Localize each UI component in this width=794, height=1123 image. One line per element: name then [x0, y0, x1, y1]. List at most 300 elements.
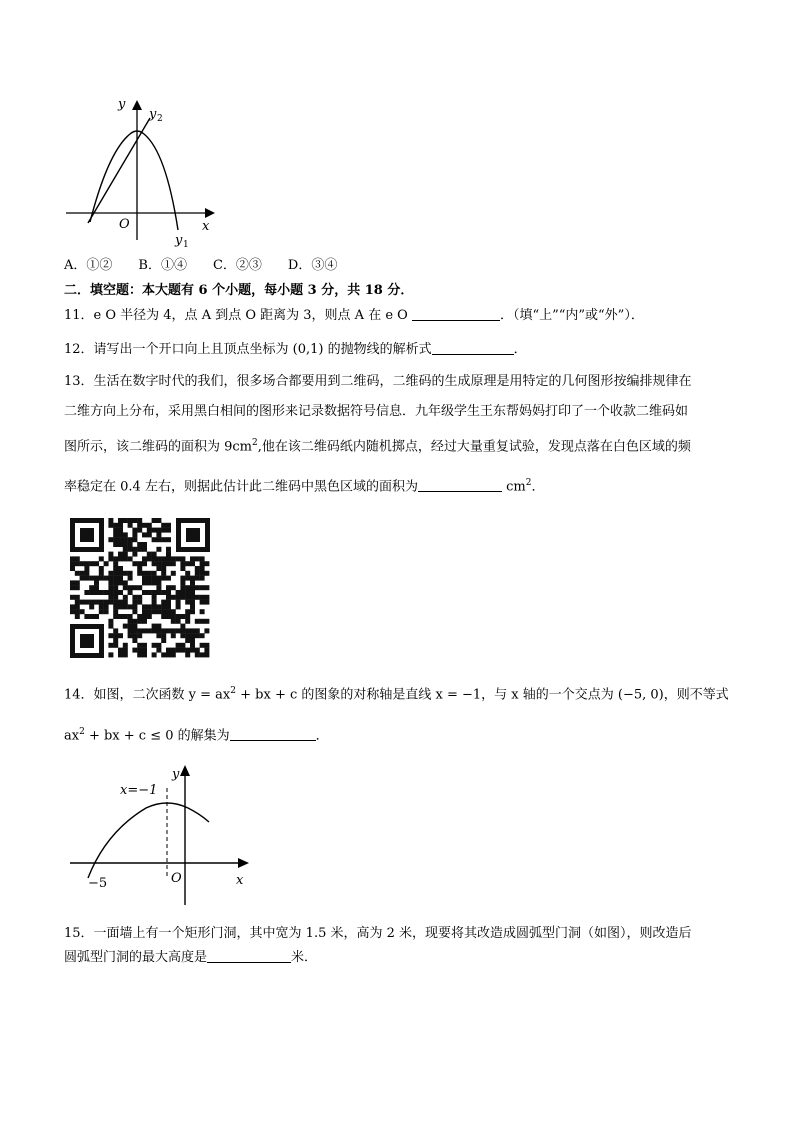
question-13-line-4	[64, 474, 544, 496]
qr-module	[94, 614, 99, 619]
qr-module	[137, 614, 142, 619]
q15-answer-blank[interactable]	[207, 948, 291, 963]
qr-module	[185, 609, 190, 614]
qr-module	[171, 556, 176, 561]
qr-module	[104, 600, 109, 605]
qr-module	[180, 633, 185, 638]
qr-module	[195, 595, 200, 600]
qr-module	[200, 633, 205, 638]
qr-module	[204, 571, 209, 576]
qr-module	[190, 585, 195, 590]
qr-module	[132, 600, 137, 605]
y-axis-label: y	[172, 767, 180, 782]
qr-module	[185, 638, 190, 643]
qr-module	[128, 547, 133, 552]
qr-module	[190, 628, 195, 633]
qr-module	[147, 571, 152, 576]
qr-module	[99, 576, 104, 581]
qr-module	[156, 576, 161, 581]
qr-module	[171, 619, 176, 624]
qr-module	[108, 537, 113, 542]
qr-module	[128, 556, 133, 561]
qr-module	[128, 614, 133, 619]
qr-module	[75, 614, 80, 619]
qr-module	[137, 619, 142, 624]
qr-module	[142, 614, 147, 619]
qr-module	[123, 595, 128, 600]
qr-module	[147, 590, 152, 595]
qr-module	[152, 628, 157, 633]
qr-module	[113, 590, 118, 595]
qr-module	[118, 537, 123, 542]
y-axis-label: y	[118, 97, 126, 112]
qr-module	[118, 590, 123, 595]
qr-module	[118, 648, 123, 653]
qr-module	[176, 556, 181, 561]
qr-module	[204, 619, 209, 624]
qr-module	[113, 643, 118, 648]
qr-module	[161, 556, 166, 561]
qr-module	[156, 518, 161, 523]
qr-module	[176, 648, 181, 653]
qr-module	[200, 595, 205, 600]
qr-module	[104, 576, 109, 581]
qr-module	[195, 633, 200, 638]
qr-module	[132, 532, 137, 537]
qr-module	[99, 556, 104, 561]
qr-module	[156, 648, 161, 653]
qr-module	[123, 648, 128, 653]
qr-module	[108, 619, 113, 624]
qr-module	[142, 652, 147, 657]
qr-module	[113, 580, 118, 585]
qr-module	[75, 580, 80, 585]
qr-module	[190, 561, 195, 566]
qr-module	[137, 547, 142, 552]
qr-module	[99, 609, 104, 614]
qr-module	[152, 528, 157, 533]
qr-module	[147, 552, 152, 557]
qr-module	[132, 528, 137, 533]
qr-module	[185, 595, 190, 600]
symmetry-axis-label: x=−1	[120, 783, 158, 798]
qr-module	[200, 571, 205, 576]
qr-module	[200, 556, 205, 561]
qr-module	[204, 595, 209, 600]
qr-module	[89, 561, 94, 566]
qr-module	[171, 648, 176, 653]
qr-module	[113, 576, 118, 581]
qr-module	[108, 595, 113, 600]
qr-module	[195, 576, 200, 581]
q14-answer-blank[interactable]	[230, 726, 316, 741]
qr-module	[180, 585, 185, 590]
qr-module	[166, 556, 171, 561]
qr-module	[123, 614, 128, 619]
qr-module	[180, 595, 185, 600]
qr-module	[137, 652, 142, 657]
qr-module	[108, 600, 113, 605]
qr-module	[171, 652, 176, 657]
q13-sup-4: 2	[525, 478, 532, 488]
qr-module	[137, 571, 142, 576]
qr-module	[137, 561, 142, 566]
qr-module	[152, 643, 157, 648]
y1-label: y	[175, 233, 183, 248]
qr-module	[195, 585, 200, 590]
qr-module	[185, 561, 190, 566]
qr-module	[152, 552, 157, 557]
qr-module	[128, 576, 133, 581]
qr-module	[176, 604, 181, 609]
q11-text-1: 11．e O 半径为 4，点 A 到点 O 距离为 3，则点 A 在 e O	[64, 308, 408, 323]
qr-module	[70, 604, 75, 609]
qr-module	[137, 643, 142, 648]
qr-module	[185, 633, 190, 638]
qr-module	[152, 595, 157, 600]
qr-module	[132, 585, 137, 590]
qr-module	[137, 595, 142, 600]
qr-module	[190, 576, 195, 581]
qr-module	[190, 633, 195, 638]
minus-five-label: −5	[88, 876, 108, 891]
qr-module	[104, 590, 109, 595]
qr-module	[176, 590, 181, 595]
qr-module	[118, 633, 123, 638]
qr-module	[142, 604, 147, 609]
qr-module	[128, 537, 133, 542]
qr-module	[166, 585, 171, 590]
qr-module	[166, 528, 171, 533]
qr-module	[156, 604, 161, 609]
q12-answer-blank[interactable]	[432, 340, 514, 355]
qr-module	[80, 561, 85, 566]
x-axis-arrow	[205, 208, 215, 218]
qr-module	[128, 518, 133, 523]
qr-module	[84, 561, 89, 566]
qr-module	[108, 571, 113, 576]
qr-module	[166, 600, 171, 605]
qr-module	[161, 590, 166, 595]
qr-module	[80, 571, 85, 576]
qr-module	[80, 576, 85, 581]
qr-module	[171, 614, 176, 619]
qr-module	[200, 576, 205, 581]
qr-module	[156, 528, 161, 533]
qr-module	[161, 600, 166, 605]
qr-module	[128, 633, 133, 638]
qr-module	[132, 561, 137, 566]
qr-module	[84, 576, 89, 581]
question-12	[64, 340, 527, 359]
qr-module	[113, 638, 118, 643]
qr-module	[132, 633, 137, 638]
qr-module	[108, 518, 113, 523]
qr-module	[108, 523, 113, 528]
qr-module	[123, 556, 128, 561]
qr-module	[180, 561, 185, 566]
qr-module	[200, 652, 205, 657]
qr-module	[142, 609, 147, 614]
qr-module	[123, 652, 128, 657]
qr-module	[142, 542, 147, 547]
qr-module	[156, 556, 161, 561]
qr-module	[132, 552, 137, 557]
qr-module	[118, 571, 123, 576]
qr-module	[156, 561, 161, 566]
qr-module	[123, 600, 128, 605]
qr-module	[137, 648, 142, 653]
qr-module	[161, 537, 166, 542]
q11-answer-blank[interactable]	[412, 306, 500, 321]
qr-module	[180, 576, 185, 581]
qr-module	[123, 518, 128, 523]
qr-module	[185, 619, 190, 624]
qr-module	[195, 566, 200, 571]
qr-module	[108, 585, 113, 590]
qr-module	[147, 604, 152, 609]
qr-module	[123, 547, 128, 552]
q13-text-3a: 图所示，该二维码的面积为 9cm	[64, 439, 253, 455]
qr-module	[180, 648, 185, 653]
y2-subscript: 2	[157, 114, 163, 124]
qr-module	[180, 556, 185, 561]
qr-module	[142, 628, 147, 633]
qr-module	[180, 566, 185, 571]
qr-module	[185, 600, 190, 605]
y1-subscript: 1	[183, 240, 189, 250]
qr-module	[142, 561, 147, 566]
qr-module	[176, 595, 181, 600]
qr-module	[152, 556, 157, 561]
qr-module	[185, 628, 190, 633]
qr-module	[123, 643, 128, 648]
qr-module	[147, 532, 152, 537]
qr-module	[152, 576, 157, 581]
qr-module	[142, 580, 147, 585]
qr-module	[108, 652, 113, 657]
q13-answer-blank[interactable]	[418, 477, 502, 492]
section-heading: 二．填空题：本大题有 6 个小题，每小题 3 分，共 18 分．	[64, 283, 414, 298]
qr-finder-bottom-left	[70, 624, 104, 658]
qr-module	[200, 600, 205, 605]
qr-module	[128, 619, 133, 624]
question-14-line-2	[64, 723, 329, 745]
qr-module	[204, 600, 209, 605]
qr-module	[152, 561, 157, 566]
option-d: D．③④	[287, 258, 338, 273]
option-b: B．①④	[138, 258, 187, 273]
qr-module	[123, 552, 128, 557]
qr-module	[176, 619, 181, 624]
qr-module	[132, 638, 137, 643]
qr-module	[166, 561, 171, 566]
qr-module	[200, 566, 205, 571]
qr-module	[156, 609, 161, 614]
qr-module	[128, 624, 133, 629]
qr-module	[75, 561, 80, 566]
qr-module	[108, 633, 113, 638]
qr-module	[123, 537, 128, 542]
qr-module	[190, 600, 195, 605]
qr-module	[142, 619, 147, 624]
qr-finder-top-left	[70, 518, 104, 552]
qr-module	[75, 600, 80, 605]
qr-module	[166, 590, 171, 595]
qr-module	[89, 585, 94, 590]
qr-module	[99, 600, 104, 605]
qr-module	[118, 523, 123, 528]
qr-module	[152, 624, 157, 629]
qr-module	[171, 561, 176, 566]
qr-module	[185, 652, 190, 657]
q14-text-1a: 14．如图，二次函数 y = ax	[64, 687, 231, 703]
qr-module	[161, 561, 166, 566]
qr-module	[180, 580, 185, 585]
qr-module	[70, 566, 75, 571]
qr-module	[128, 585, 133, 590]
qr-module	[185, 648, 190, 653]
qr-module	[128, 590, 133, 595]
qr-module	[118, 566, 123, 571]
qr-module	[147, 576, 152, 581]
qr-module	[171, 609, 176, 614]
qr-module	[113, 523, 118, 528]
qr-module	[166, 595, 171, 600]
qr-module	[84, 614, 89, 619]
qr-module	[128, 628, 133, 633]
qr-module	[200, 619, 205, 624]
qr-module	[161, 576, 166, 581]
qr-module	[142, 556, 147, 561]
qr-module	[113, 528, 118, 533]
qr-module	[166, 537, 171, 542]
qr-module	[75, 556, 80, 561]
qr-module	[161, 609, 166, 614]
qr-module	[75, 595, 80, 600]
qr-module	[156, 580, 161, 585]
q12-text-2: ．	[513, 342, 527, 357]
qr-module	[108, 590, 113, 595]
qr-module	[180, 643, 185, 648]
qr-module	[113, 604, 118, 609]
option-c: C．②③	[212, 258, 262, 273]
qr-module	[152, 590, 157, 595]
qr-module	[123, 532, 128, 537]
qr-module	[195, 556, 200, 561]
qr-module	[94, 590, 99, 595]
qr-module	[137, 523, 142, 528]
qr-module	[113, 556, 118, 561]
q14-sup-1: 2	[230, 686, 236, 696]
question-15-line-1: 15．一面墙上有一个矩形门洞，其中宽为 1.5 米，高为 2 米，现要将其改造成圆弧型门洞（如图），则改造后	[64, 926, 692, 941]
qr-module	[132, 628, 137, 633]
qr-module	[75, 585, 80, 590]
qr-module	[200, 609, 205, 614]
qr-module	[118, 532, 123, 537]
qr-module	[113, 609, 118, 614]
qr-module	[190, 643, 195, 648]
qr-module	[156, 532, 161, 537]
q10-options	[64, 257, 337, 275]
qr-module	[137, 566, 142, 571]
qr-module	[123, 585, 128, 590]
qr-module	[142, 648, 147, 653]
qr-module	[113, 566, 118, 571]
qr-module	[204, 648, 209, 653]
qr-module	[113, 595, 118, 600]
origin-label: O	[171, 871, 182, 886]
q13-text-4c: ．	[531, 479, 545, 495]
qr-module	[89, 614, 94, 619]
q15-text-2b: 米．	[291, 950, 318, 965]
question-11	[64, 306, 644, 325]
qr-finder-top-right	[176, 518, 210, 552]
q15-text-2a: 圆弧型门洞的最大高度是	[64, 950, 208, 965]
qr-module	[132, 624, 137, 629]
q13-text-3b: ,他在该二维码纸内随机掷点，经过大量重复试验，发现点落在白色区域的频	[257, 439, 691, 455]
qr-module	[84, 566, 89, 571]
qr-module	[84, 600, 89, 605]
q13-sup-3: 2	[252, 438, 258, 448]
qr-module	[70, 556, 75, 561]
qr-module	[118, 576, 123, 581]
qr-module	[166, 614, 171, 619]
qr-module	[108, 556, 113, 561]
qr-module	[108, 576, 113, 581]
qr-module	[161, 571, 166, 576]
qr-module	[104, 561, 109, 566]
qr-module	[156, 624, 161, 629]
qr-module	[104, 604, 109, 609]
q13-unit: cm	[506, 479, 526, 495]
qr-module	[75, 571, 80, 576]
qr-module	[118, 518, 123, 523]
qr-module	[190, 604, 195, 609]
q14-sup-2: 2	[79, 727, 85, 737]
q10-figure	[60, 92, 230, 252]
qr-module	[123, 542, 128, 547]
qr-module	[147, 556, 152, 561]
qr-module	[185, 571, 190, 576]
qr-module	[113, 532, 118, 537]
qr-module	[99, 604, 104, 609]
qr-module	[113, 628, 118, 633]
qr-module	[123, 604, 128, 609]
qr-module	[147, 614, 152, 619]
y-axis-arrow	[132, 100, 142, 110]
qr-module	[142, 523, 147, 528]
qr-module	[161, 633, 166, 638]
qr-module	[113, 571, 118, 576]
qr-module	[128, 542, 133, 547]
qr-module	[195, 648, 200, 653]
q12-text-1: 12．请写出一个开口向上且顶点坐标为 (0,1) 的抛物线的解析式	[64, 342, 432, 357]
qr-code-image	[68, 516, 212, 660]
qr-module	[166, 547, 171, 552]
qr-module	[147, 528, 152, 533]
qr-module	[118, 552, 123, 557]
qr-module	[113, 585, 118, 590]
qr-module	[132, 547, 137, 552]
qr-module	[108, 580, 113, 585]
qr-module	[99, 566, 104, 571]
qr-module	[70, 609, 75, 614]
qr-module	[128, 571, 133, 576]
qr-module	[161, 566, 166, 571]
qr-module	[142, 547, 147, 552]
q11-text-2: ．（填“上”“内”或“外”）．	[499, 308, 644, 323]
